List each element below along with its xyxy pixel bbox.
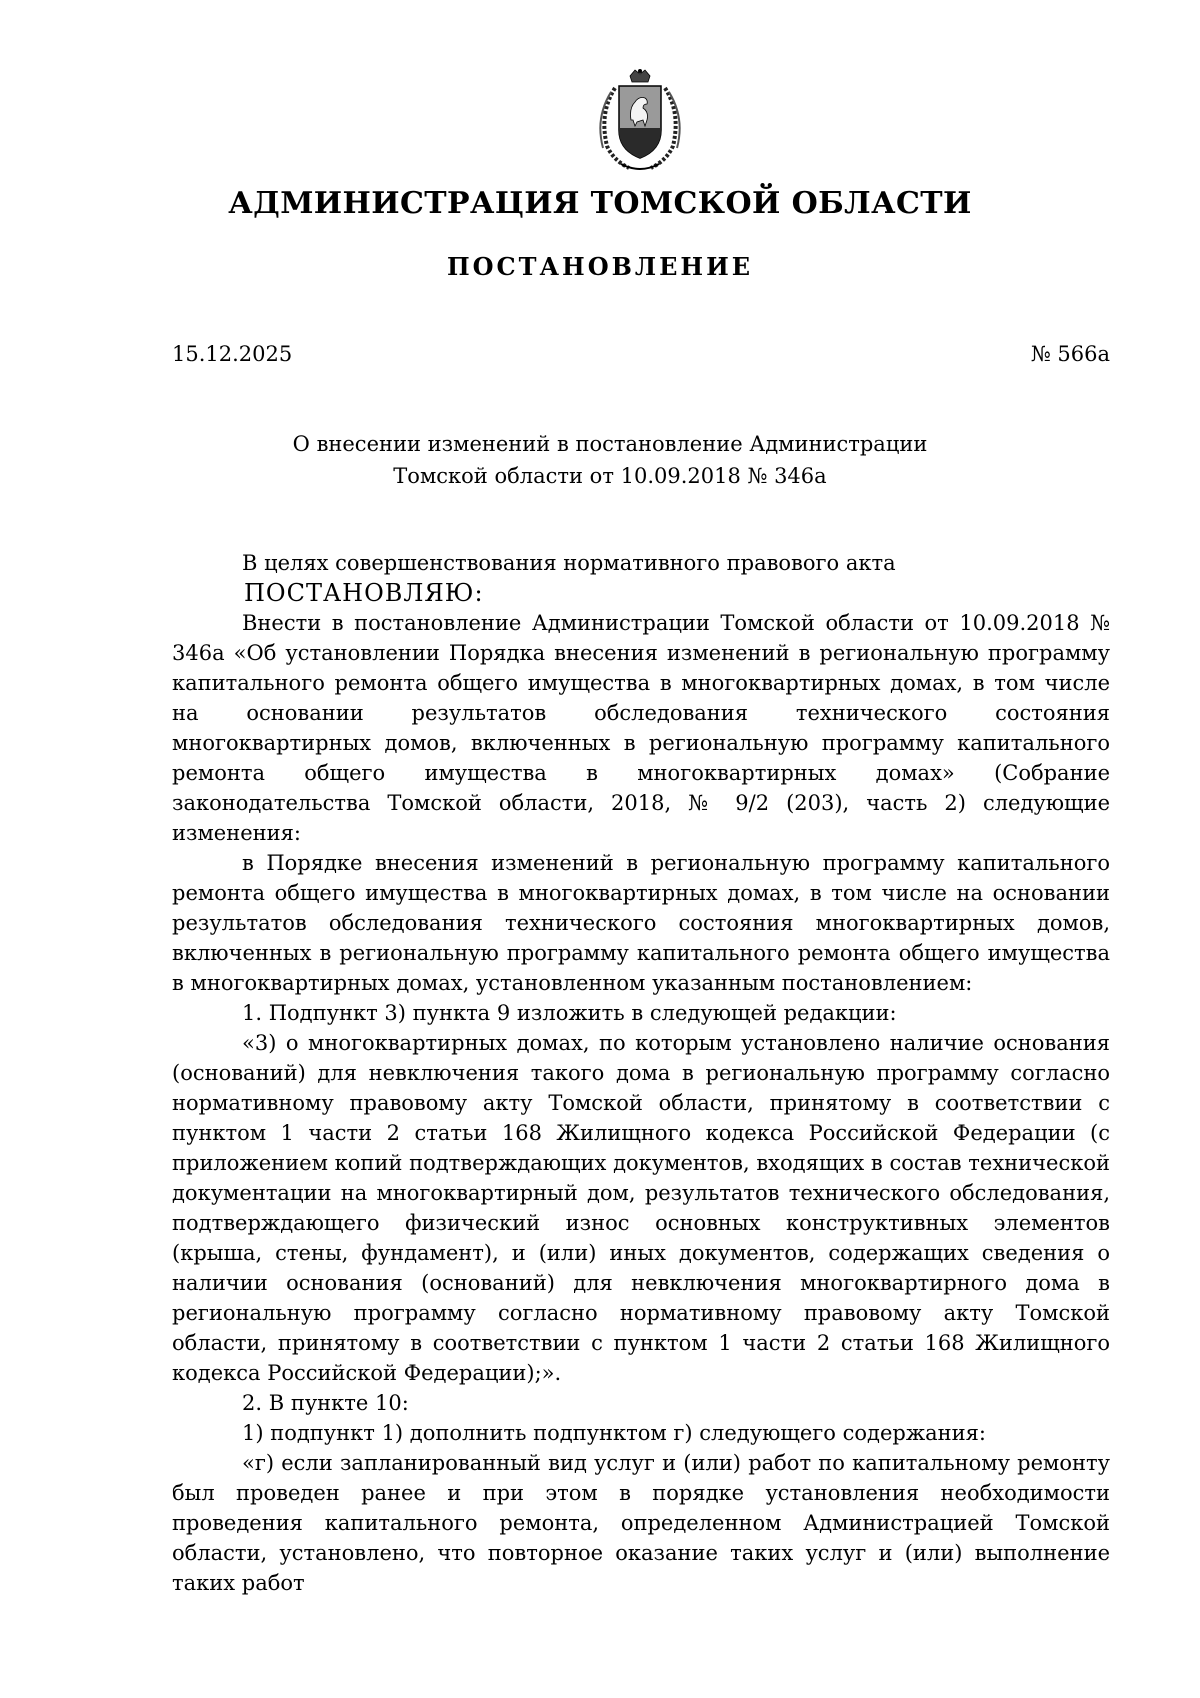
title-line-2: Томской области от 10.09.2018 № 346а	[393, 464, 827, 488]
paragraph-1: Внести в постановление Администрации Томской области от 10.09.2018 № 346а «Об установлении Порядка внесения изменений в региональную программу капитального ремонта общего имущества в многоквартирных домах, в том числе на основании результатов обследования технического состояния многоквартирных домов, включенных в региональную программу капитального ремонта общего имущества в многоквартирных домах» (Собрание законодательства Томской области, 2018, № 9/2 (203), часть 2) следующие изменения:	[172, 611, 1110, 845]
organization-name: АДМИНИСТРАЦИЯ ТОМСКОЙ ОБЛАСТИ	[228, 186, 972, 221]
paragraph-7: «г) если запланированный вид услуг и (или) работ по капитальному ремонту был проведен ранее и при этом в порядке установления необходимости проведения капитального ремонта, определенном Администрацией Томской области, установлено, что повторное оказание таких услуг и (или) выполнение таких работ	[172, 1451, 1110, 1595]
paragraph-3: 1. Подпункт 3) пункта 9 изложить в следующей редакции:	[242, 1001, 897, 1025]
document-number: № 566а	[1030, 342, 1110, 366]
paragraph-2: в Порядке внесения изменений в региональную программу капитального ремонта общего имущества в многоквартирных домах, в том числе на основании результатов обследования технического состояния многоквартирных домов, включенных в региональную программу капитального ремонта общего имущества в многоквартирных домах, установленном указанным постановлением:	[172, 851, 1110, 995]
document-type: ПОСТАНОВЛЕНИЕ	[446, 252, 754, 281]
intro-paragraph: В целях совершенствования нормативного правового акта	[242, 551, 896, 575]
paragraph-6: 1) подпункт 1) дополнить подпунктом г) следующего содержания:	[242, 1421, 986, 1445]
document-title	[260, 428, 960, 492]
paragraph-4: «3) о многоквартирных домах, по которым установлено наличие основания (оснований) для невключения такого дома в региональную программу согласно нормативному правовому акту Томской области, принятому в соответствии с пунктом 1 части 2 статьи 168 Жилищного кодекса Российской Федерации (с приложением копий подтверждающих документов, входящих в состав технической документации на многоквартирный дом, результатов технического обследования, подтверждающего физический износ основных конструктивных элементов (крыша, стены, фундамент), и (или) иных документов, содержащих сведения о наличии основания (оснований) для невключения многоквартирного дома в региональную программу согласно нормативному правовому акту Томской области, принятому в соответствии с пунктом 1 части 2 статьи 168 Жилищного кодекса Российской Федерации);».	[172, 1031, 1110, 1385]
document-body	[172, 548, 1110, 1598]
resolve-statement: ПОСТАНОВЛЯЮ:	[244, 579, 484, 607]
document-date: 15.12.2025	[172, 342, 293, 366]
title-line-1: О внесении изменений в постановление Администрации	[292, 432, 928, 456]
paragraph-5: 2. В пункте 10:	[242, 1391, 409, 1415]
coat-of-arms-emblem	[585, 68, 695, 178]
